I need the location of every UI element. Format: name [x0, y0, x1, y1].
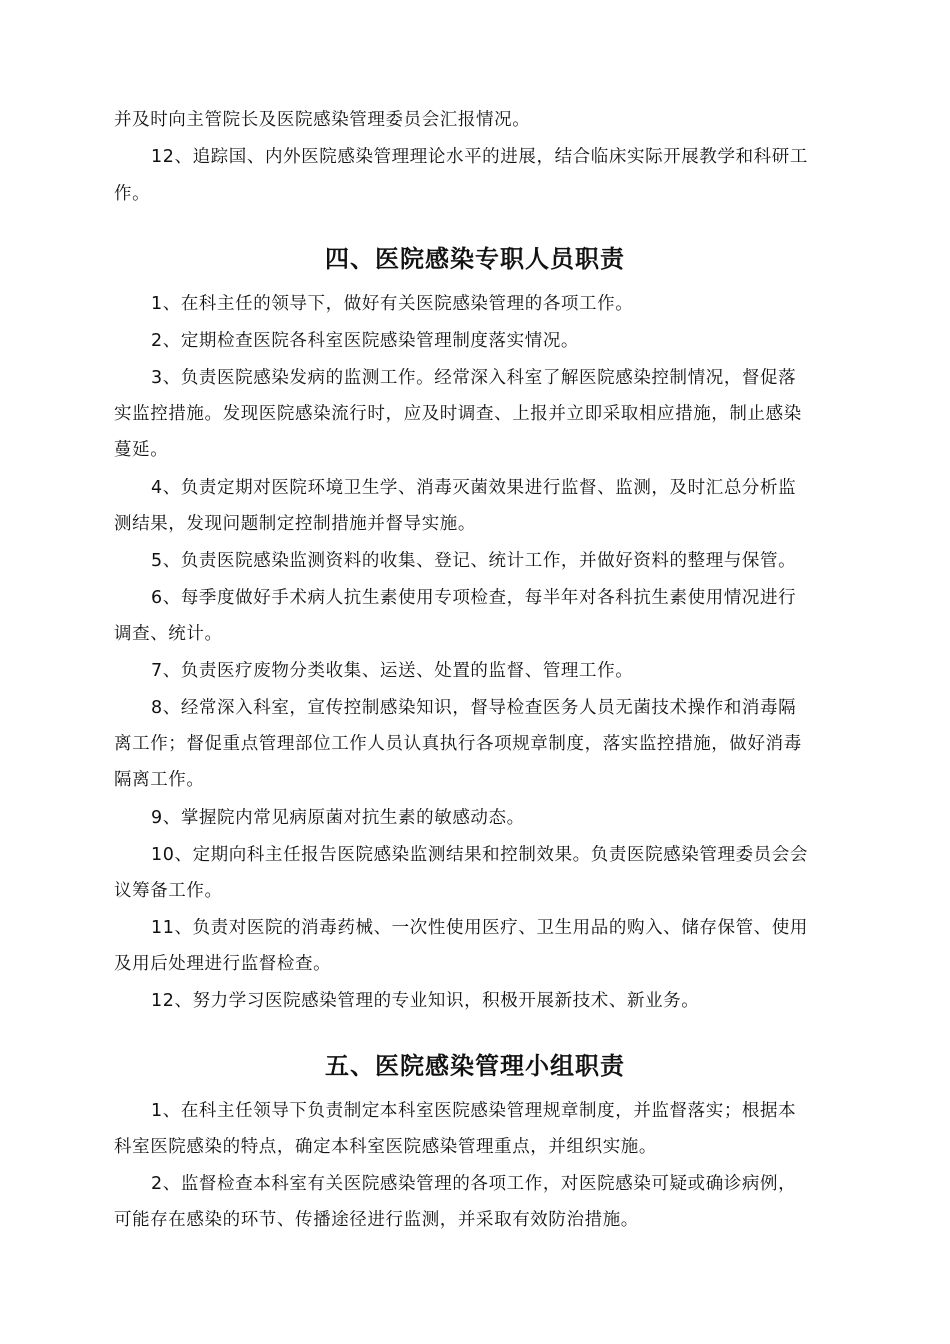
list-item-continuation: 离工作；督促重点管理部位工作人员认真执行各项规章制度，落实监控措施，做好消毒	[114, 734, 802, 754]
list-item-continuation: 科室医院感染的特点，确定本科室医院感染管理重点，并组织实施。	[114, 1137, 657, 1157]
paragraph-line: 并及时向主管院长及医院感染管理委员会汇报情况。	[114, 110, 531, 130]
list-item: 11、负责对医院的消毒药械、一次性使用医疗、卫生用品的购入、储存保管、使用	[151, 918, 808, 938]
list-item-continuation: 实监控措施。发现医院感染流行时，应及时调查、上报并立即采取相应措施，制止感染	[114, 404, 802, 424]
list-item: 9、掌握院内常见病原菌对抗生素的敏感动态。	[151, 808, 525, 828]
list-item-continuation: 调查、统计。	[114, 624, 223, 644]
section-heading: 四、医院感染专职人员职责	[325, 245, 625, 273]
list-item-continuation: 可能存在感染的环节、传播途径进行监测，并采取有效防治措施。	[114, 1210, 639, 1230]
list-item: 1、在科主任的领导下，做好有关医院感染管理的各项工作。	[151, 294, 634, 314]
list-item-continuation: 隔离工作。	[114, 770, 205, 790]
list-item-continuation: 测结果，发现问题制定控制措施并督导实施。	[114, 514, 476, 534]
list-item-continuation: 蔓延。	[114, 440, 169, 460]
list-item: 2、定期检查医院各科室医院感染管理制度落实情况。	[151, 331, 580, 351]
list-item: 4、负责定期对医院环境卫生学、消毒灭菌效果进行监督、监测，及时汇总分析监	[151, 478, 797, 498]
paragraph-line: 12、追踪国、内外医院感染管理理论水平的进展，结合临床实际开展教学和科研工	[151, 147, 808, 167]
list-item-continuation: 议筹备工作。	[114, 881, 223, 901]
list-item: 2、监督检查本科室有关医院感染管理的各项工作，对医院感染可疑或确诊病例，	[151, 1174, 797, 1194]
list-item: 10、定期向科主任报告医院感染监测结果和控制效果。负责医院感染管理委员会会	[151, 845, 808, 865]
list-item: 3、负责医院感染发病的监测工作。经常深入科室了解医院感染控制情况，督促落	[151, 368, 797, 388]
list-item: 5、负责医院感染监测资料的收集、登记、统计工作，并做好资料的整理与保管。	[151, 551, 797, 571]
list-item: 12、努力学习医院感染管理的专业知识，积极开展新技术、新业务。	[151, 991, 700, 1011]
list-item: 6、每季度做好手术病人抗生素使用专项检查，每半年对各科抗生素使用情况进行	[151, 588, 797, 608]
section-heading: 五、医院感染管理小组职责	[325, 1052, 625, 1080]
paragraph-line: 作。	[114, 184, 151, 204]
list-item: 7、负责医疗废物分类收集、运送、处置的监督、管理工作。	[151, 661, 634, 681]
list-item: 8、经常深入科室，宣传控制感染知识，督导检查医务人员无菌技术操作和消毒隔	[151, 698, 797, 718]
list-item-continuation: 及用后处理进行监督检查。	[114, 954, 332, 974]
list-item: 1、在科主任领导下负责制定本科室医院感染管理规章制度，并监督落实；根据本	[151, 1101, 797, 1121]
